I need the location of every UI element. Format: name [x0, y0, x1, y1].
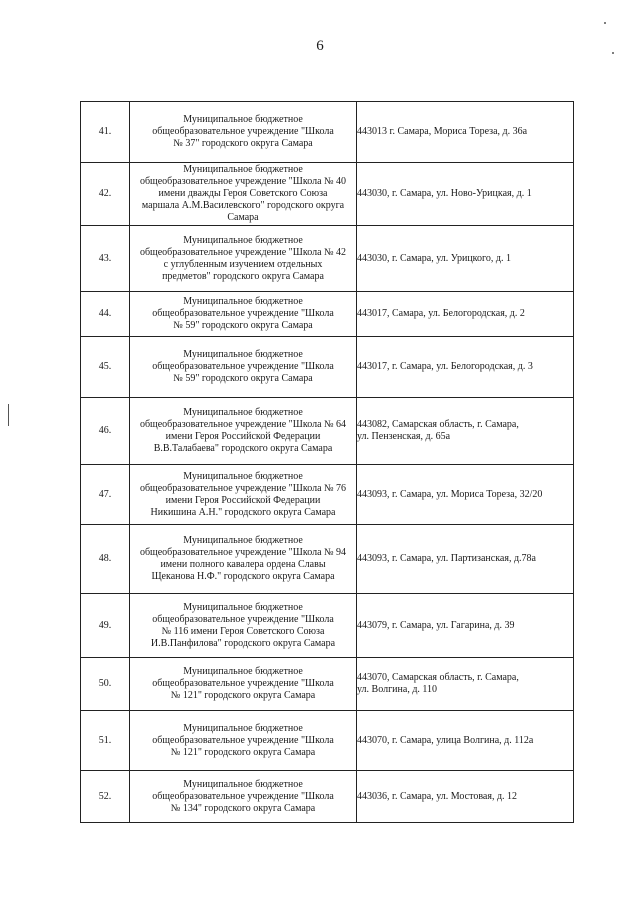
school-name-line: № 121" городского округа Самара: [170, 746, 316, 758]
school-address-line: 443030, г. Самара, ул. Ново-Урицкая, д. 1: [357, 188, 532, 199]
school-name-line: имени Героя Российской Федерации: [165, 431, 321, 442]
table-row: [81, 594, 574, 658]
school-address: [357, 102, 574, 163]
school-name-line: № 37" городского округа Самара: [173, 138, 313, 149]
school-address: [357, 163, 574, 226]
table-row: [81, 337, 574, 398]
school-address-line: 443013 г. Самара, Мориса Тореза, д. 36а: [357, 126, 528, 137]
margin-mark: [8, 404, 9, 426]
school-name-line: общеобразовательное учреждение "Школа: [152, 126, 334, 137]
school-name: [130, 292, 357, 337]
school-address-line: ул. Пензенская, д. 65а: [357, 431, 451, 442]
school-name-line: Муниципальное бюджетное: [183, 296, 303, 307]
school-name-line: И.В.Панфилова" городского округа Самара: [150, 637, 336, 649]
school-name-line: № 59" городского округа Самара: [173, 320, 313, 331]
school-name-line: Муниципальное бюджетное: [183, 470, 303, 482]
row-number: 43.: [81, 226, 130, 292]
row-number: 41.: [81, 102, 130, 163]
school-name: [130, 102, 357, 163]
table-row: [81, 465, 574, 525]
table-row: [81, 163, 574, 226]
school-address: [357, 465, 574, 525]
school-name-line: имени дважды Героя Советского Союза: [158, 188, 328, 199]
table-row: [81, 658, 574, 711]
school-name: [130, 337, 357, 398]
school-address-line: 443082, Самарская область, г. Самара,: [357, 419, 519, 430]
school-name-line: общеобразовательное учреждение "Школа № 76: [139, 482, 347, 494]
schools-table: [80, 101, 574, 823]
school-address-line: 443036, г. Самара, ул. Мостовая, д. 12: [357, 790, 518, 802]
school-name-line: с углубленным изучением отдельных: [163, 258, 323, 270]
school-address: [357, 292, 574, 337]
school-name-line: Самара: [227, 212, 259, 223]
scan-speck: [604, 22, 606, 24]
school-name-line: Муниципальное бюджетное: [183, 666, 303, 677]
schools-table-body: [81, 102, 574, 823]
school-name-line: общеобразовательное учреждение "Школа: [152, 734, 334, 746]
school-address-line: ул. Волгина, д. 110: [357, 684, 438, 695]
scan-speck: [612, 52, 614, 54]
school-name-line: Муниципальное бюджетное: [183, 535, 303, 546]
school-address: [357, 658, 574, 711]
school-name-line: Щеканова Н.Ф." городского округа Самара: [151, 571, 335, 582]
row-number: 44.: [81, 292, 130, 337]
school-address-line: 443030, г. Самара, ул. Урицкого, д. 1: [357, 252, 511, 264]
school-name-line: имени полного кавалера ордена Славы: [160, 559, 326, 570]
table-row: [81, 226, 574, 292]
school-address: [357, 337, 574, 398]
school-address-line: 443017, г. Самара, ул. Белогородская, д. 3: [357, 361, 533, 372]
school-name-line: предметов" городского округа Самара: [162, 270, 324, 282]
school-name-line: № 116 имени Героя Советского Союза: [161, 625, 325, 637]
school-name-line: № 134" городского округа Самара: [170, 802, 316, 814]
school-name: [130, 163, 357, 226]
school-name-line: Муниципальное бюджетное: [183, 407, 303, 418]
school-name-line: Муниципальное бюджетное: [183, 349, 303, 360]
row-number: 52.: [81, 771, 130, 823]
school-name-line: общеобразовательное учреждение "Школа: [152, 308, 334, 319]
school-address-line: 443079, г. Самара, ул. Гагарина, д. 39: [357, 619, 515, 631]
school-address-line: 443070, г. Самара, улица Волгина, д. 112а: [357, 734, 534, 746]
table-row: [81, 398, 574, 465]
table-row: [81, 292, 574, 337]
table-row: [81, 711, 574, 771]
school-name: [130, 711, 357, 771]
school-name-line: общеобразовательное учреждение "Школа № 94: [139, 547, 347, 558]
school-name-line: общеобразовательное учреждение "Школа № 40: [139, 176, 347, 187]
school-name-line: Муниципальное бюджетное: [183, 164, 303, 175]
table-row: [81, 771, 574, 823]
school-address-line: 443070, Самарская область, г. Самара,: [357, 672, 519, 683]
school-name-line: Муниципальное бюджетное: [183, 601, 303, 613]
school-name-line: общеобразовательное учреждение "Школа: [152, 790, 334, 802]
row-number: 46.: [81, 398, 130, 465]
school-address: [357, 771, 574, 823]
row-number: 50.: [81, 658, 130, 711]
row-number: 48.: [81, 525, 130, 594]
school-name-line: № 59" городского округа Самара: [173, 373, 313, 384]
school-name-line: общеобразовательное учреждение "Школа: [152, 678, 334, 689]
school-name-line: маршала А.М.Василевского" городского округа: [141, 200, 345, 211]
school-name: [130, 465, 357, 525]
school-address: [357, 398, 574, 465]
school-name-line: Муниципальное бюджетное: [183, 114, 303, 125]
row-number: 47.: [81, 465, 130, 525]
school-name-line: общеобразовательное учреждение "Школа № 42: [139, 246, 347, 258]
school-name-line: В.В.Талабаева" городского округа Самара: [153, 443, 333, 454]
table-row: [81, 102, 574, 163]
school-name: [130, 771, 357, 823]
school-name-line: общеобразовательное учреждение "Школа: [152, 613, 334, 625]
school-address-line: 443017, Самара, ул. Белогородская, д. 2: [357, 308, 525, 319]
page-number: 6: [316, 38, 324, 54]
school-name-line: имени Героя Российской Федерации: [165, 494, 321, 506]
school-name: [130, 525, 357, 594]
school-name-line: Муниципальное бюджетное: [183, 722, 303, 734]
school-name-line: общеобразовательное учреждение "Школа: [152, 361, 334, 372]
table-row: [81, 525, 574, 594]
school-address: [357, 594, 574, 658]
row-number: 49.: [81, 594, 130, 658]
school-name: [130, 398, 357, 465]
school-address-line: 443093, г. Самара, ул. Мориса Тореза, 32/20: [357, 488, 543, 500]
school-name-line: Никишина А.Н." городского округа Самара: [150, 506, 336, 518]
school-name-line: Муниципальное бюджетное: [183, 234, 303, 246]
row-number: 45.: [81, 337, 130, 398]
school-name: [130, 658, 357, 711]
school-address: [357, 226, 574, 292]
school-name-line: № 121" городского округа Самара: [170, 690, 316, 701]
school-address: [357, 711, 574, 771]
school-name: [130, 594, 357, 658]
row-number: 42.: [81, 163, 130, 226]
school-name-line: Муниципальное бюджетное: [183, 778, 303, 790]
row-number: 51.: [81, 711, 130, 771]
school-name-line: общеобразовательное учреждение "Школа № 64: [139, 419, 347, 430]
school-address: [357, 525, 574, 594]
school-address-line: 443093, г. Самара, ул. Партизанская, д.78а: [357, 553, 536, 564]
school-name: [130, 226, 357, 292]
